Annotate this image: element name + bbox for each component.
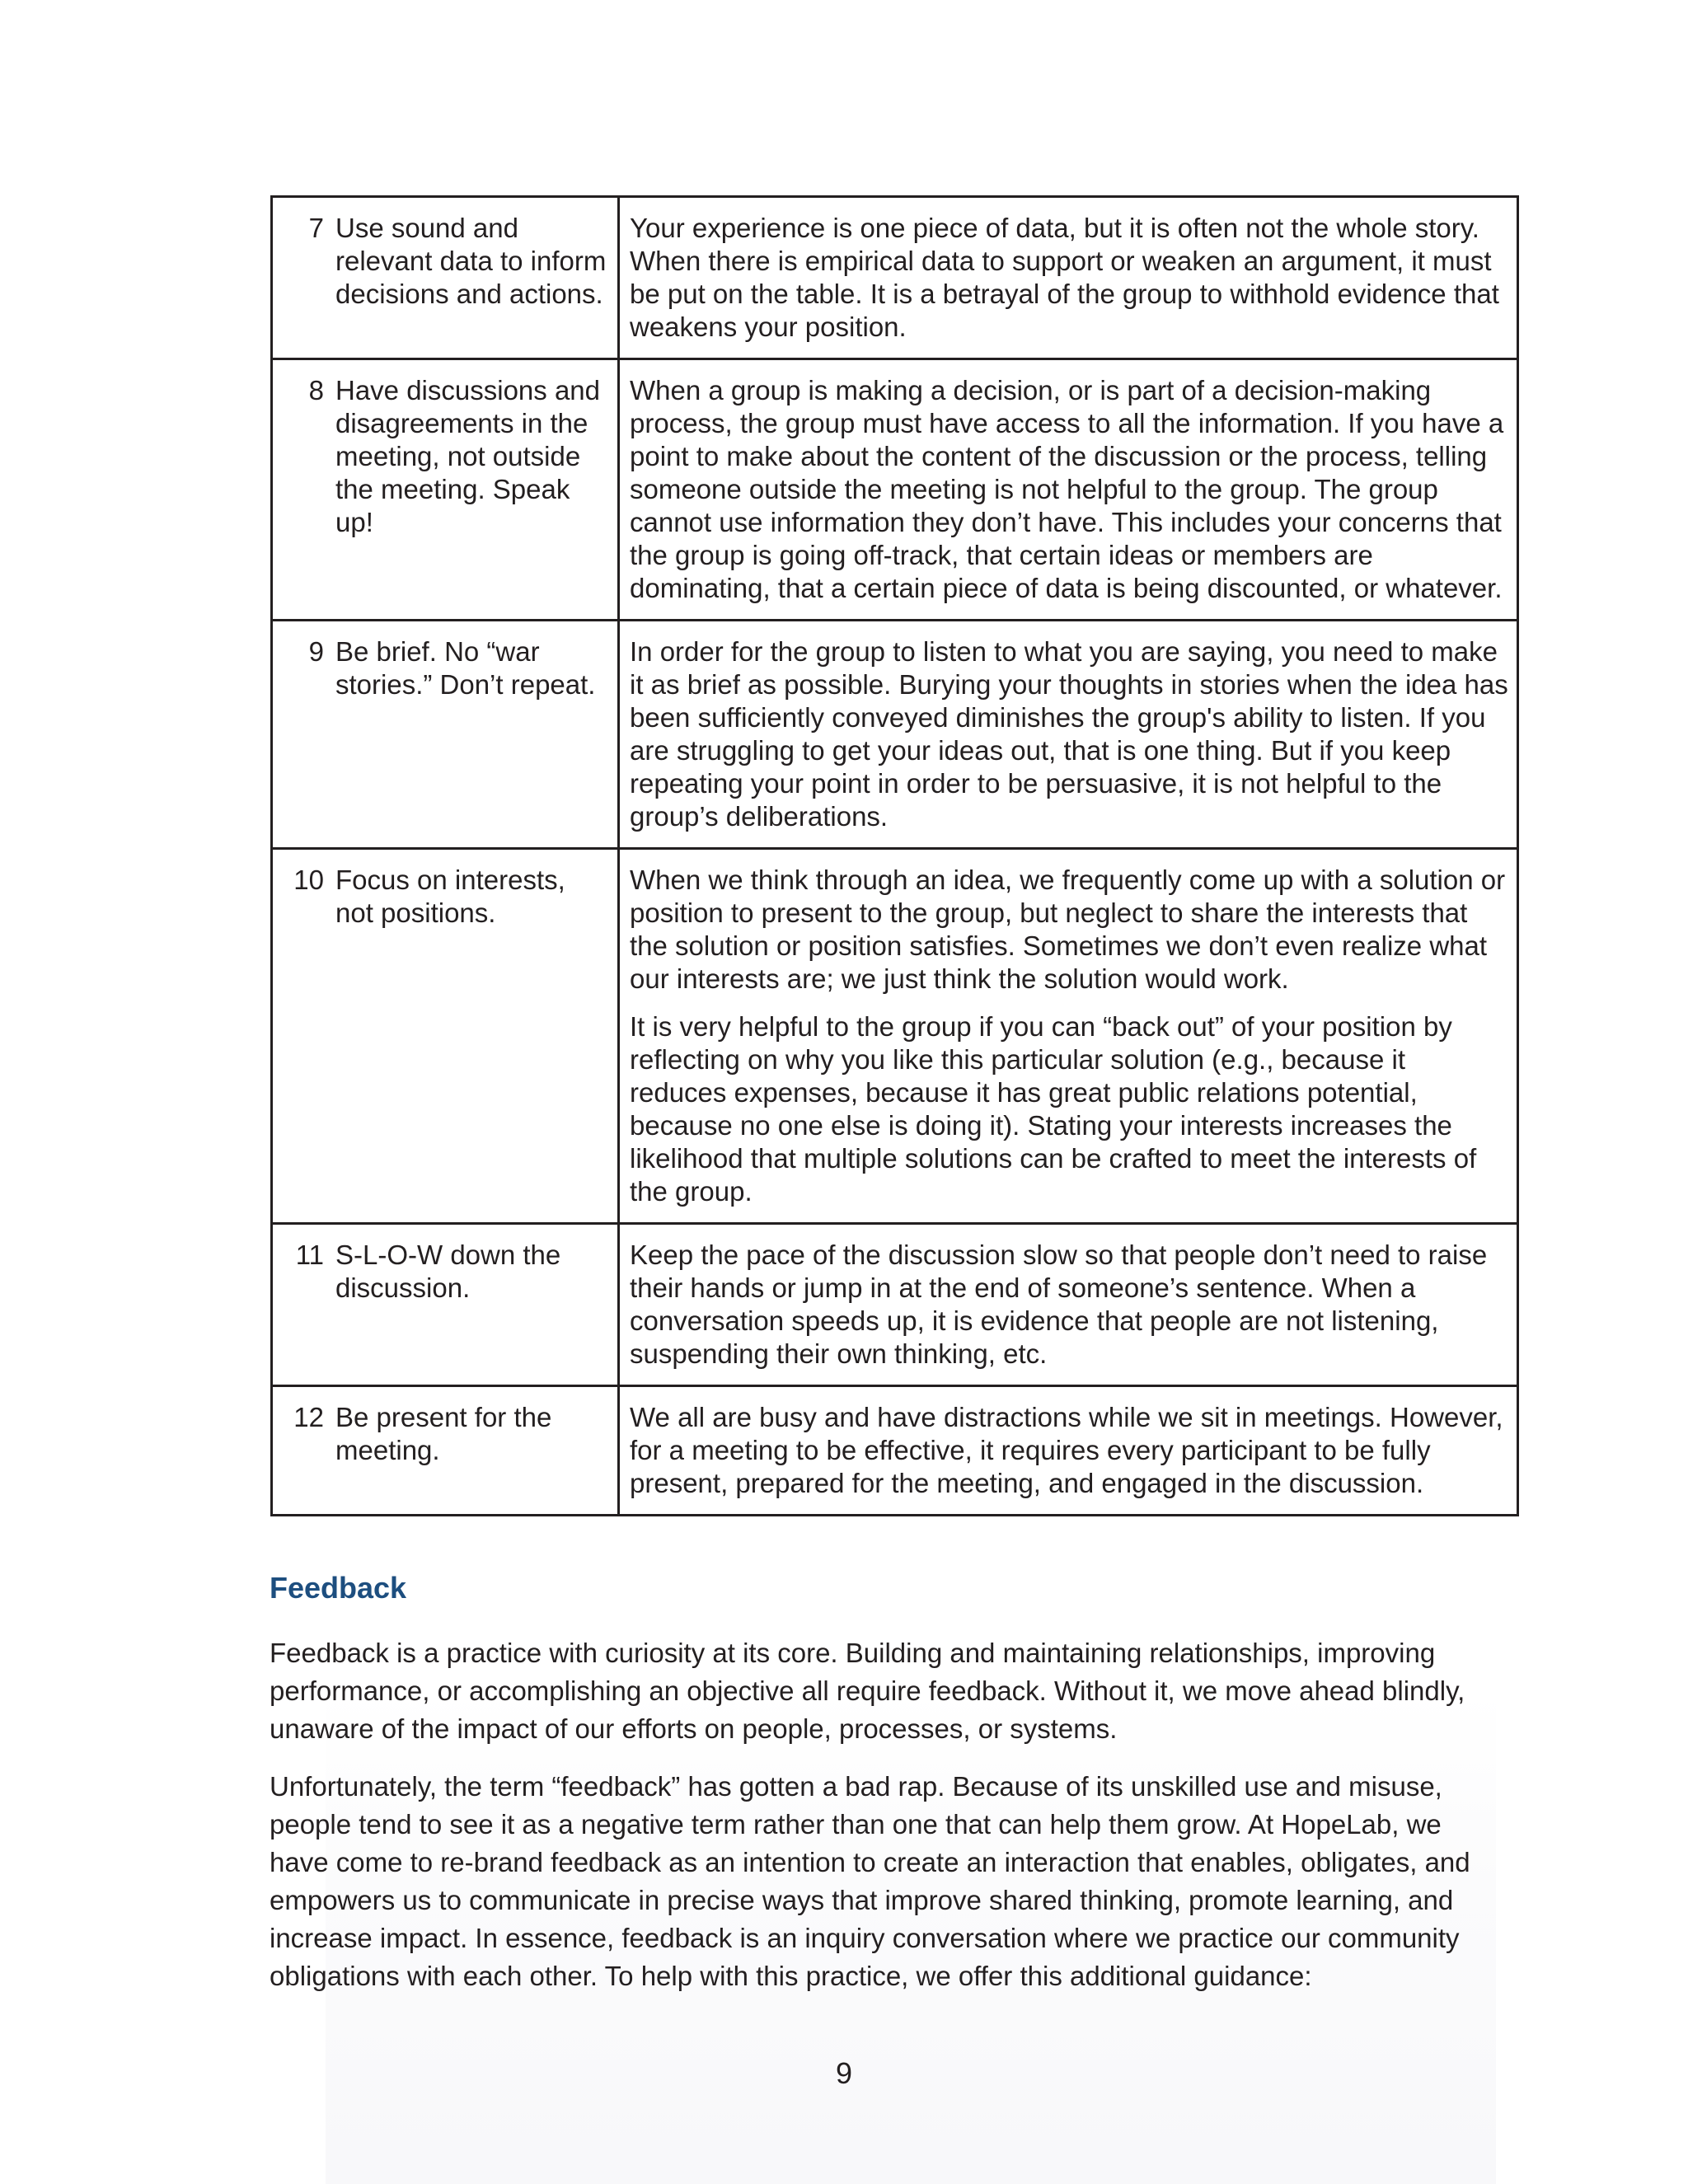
description-paragraph: Keep the pace of the discussion slow so that people don’t need to raise their hands or jump in at the end of someone’s sentence. When a conversation speeds up, it is evidence that people are not listening, suspending their own thinking, etc. [630, 1240, 1488, 1369]
feedback-paragraph-2: Unfortunately, the term “feedback” has gotten a bad rap. Because of its unskilled use and misuse, people tend to see it as a negative term rather than one that can help them grow. At HopeLab, we have come to re-brand feedback as an intention to create an interaction that enables, obligates, and empowers us to communicate in precise ways that improve shared thinking, promote learning, and increase impact. In essence, feedback is an inquiry conversation where we practice our community obligations with each other. To help with this practice, we offer this additional guidance: [270, 1771, 1470, 1991]
rule-description [619, 621, 1518, 849]
feedback-paragraph-1: Feedback is a practice with curiosity at its core. Building and maintaining relationships, improving performance, or accomplishing an objective all require feedback. Without it, we move ahead blindly, unaware of the impact of our efforts on people, processes, or systems. [270, 1638, 1465, 1744]
rule-number: 7 [308, 213, 324, 243]
table-row [272, 1386, 1518, 1516]
rule-description [619, 849, 1518, 1224]
rule-number: 11 [295, 1240, 324, 1270]
table-row [272, 359, 1518, 621]
rule-cell [272, 197, 619, 359]
rule-description [619, 359, 1518, 621]
rule-number: 9 [308, 636, 324, 667]
rule-number: 10 [293, 865, 324, 895]
rule-number: 12 [293, 1402, 324, 1432]
description-paragraph: We all are busy and have distractions while we sit in meetings. However, for a meeting to be effective, it requires every participant to be fully present, prepared for the meeting, and engaged in the discussion. [630, 1402, 1503, 1498]
description-paragraph: Your experience is one piece of data, but it is often not the whole story. When there is empirical data to support or weaken an argument, it must be put on the table. It is a betrayal of the group to withhold evidence that weakens your position. [630, 213, 1499, 342]
rule-cell [272, 621, 619, 849]
rule-description [619, 1386, 1518, 1516]
rule-cell [272, 1224, 619, 1386]
description-paragraph: In order for the group to listen to what you are saying, you need to make it as brief as possible. Burying your thoughts in stories when the idea has been sufficiently conveyed diminishes the group's ability to listen. If you are struggling to get your ideas out, that is one thing. But if you keep repeating your point in order to be persuasive, it is not helpful to the group’s deliberations. [630, 636, 1508, 832]
meeting-rules-table [270, 195, 1519, 1516]
table-row [272, 621, 1518, 849]
page-number: 9 [835, 2056, 853, 2090]
table-row [272, 1224, 1518, 1386]
section-heading-feedback: Feedback [270, 1571, 407, 1605]
rule-title: S-L-O-W down the discussion. [335, 1240, 561, 1303]
description-paragraph: When a group is making a decision, or is part of a decision-making process, the group must have access to all the information. If you have a point to make about the content of the discussion or the process, telling someone outside the meeting is not helpful to the group. The group cannot use information they don’t have. This includes your concerns that the group is going off-track, that certain ideas or members are dominating, that a certain piece of data is being discounted, or whatever. [630, 375, 1504, 603]
rule-number: 8 [308, 375, 324, 405]
rule-cell [272, 359, 619, 621]
rule-description [619, 1224, 1518, 1386]
rule-title: Focus on interests, not positions. [335, 865, 565, 928]
rule-cell [272, 1386, 619, 1516]
table-row [272, 849, 1518, 1224]
description-paragraph: It is very helpful to the group if you can “back out” of your position by reflecting on why you like this particular solution (e.g., because it reduces expenses, because it has great public relations potential, because no one else is doing it). Stating your interests increases the likelihood that multiple solutions can be crafted to meet the interests of the group. [630, 1011, 1477, 1207]
rule-cell [272, 849, 619, 1224]
table-row [272, 197, 1518, 359]
rule-title: Be brief. No “war stories.” Don’t repeat. [335, 636, 596, 700]
description-paragraph: When we think through an idea, we frequently come up with a solution or position to present to the group, but neglect to share the interests that the solution or position satisfies. Sometimes we don’t even realize what our interests are; we just think the solution would work. [630, 865, 1506, 994]
rule-title: Use sound and relevant data to inform decisions and actions. [335, 213, 607, 309]
rule-title: Have discussions and disagreements in the meeting, not outside the meeting. Speak up! [335, 375, 601, 537]
rule-description [619, 197, 1518, 359]
rule-title: Be present for the meeting. [335, 1402, 552, 1465]
